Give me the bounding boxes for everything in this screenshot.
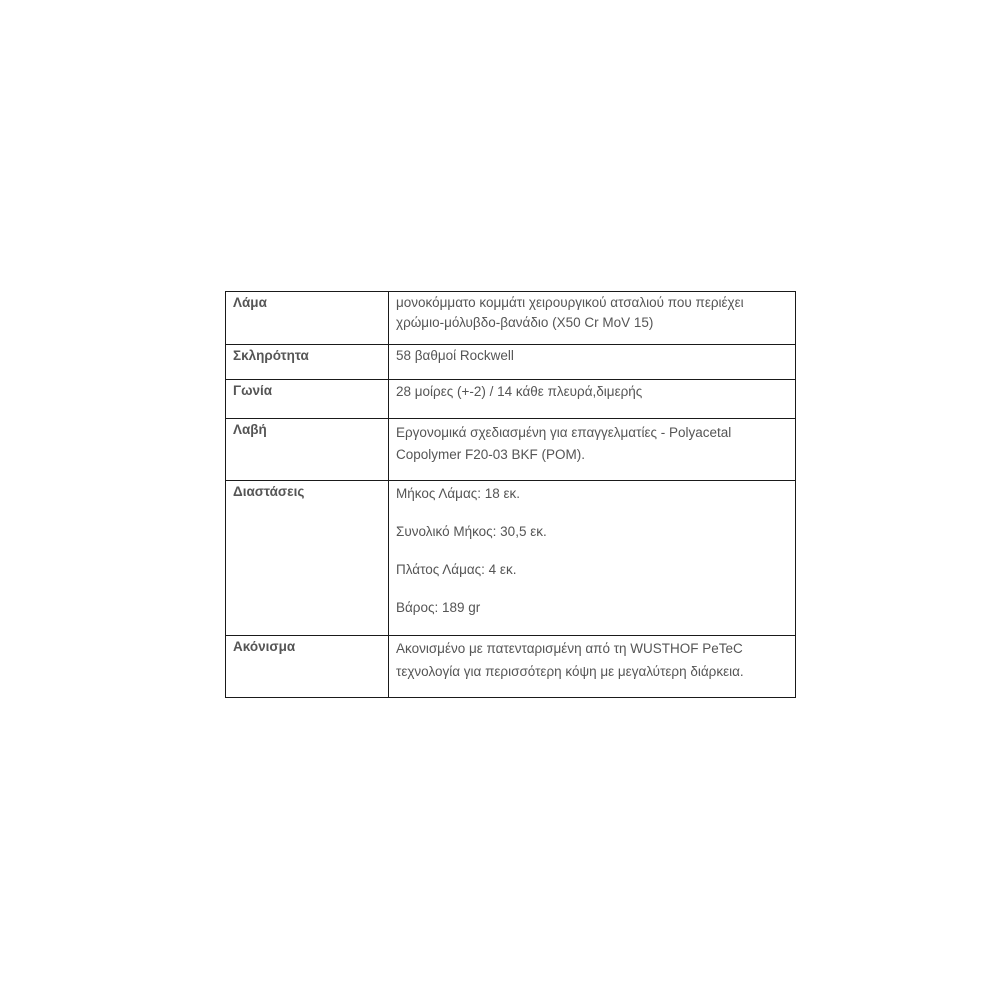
dimension-item: Πλάτος Λάμας: 4 εκ. [396, 562, 517, 577]
table-row-handle [226, 419, 796, 481]
table-row-hardness [226, 345, 796, 380]
spec-table [225, 291, 796, 698]
row-label-sharpening: Ακόνισμα [226, 636, 389, 698]
row-label-angle: Γωνία [226, 380, 389, 419]
value-line: Εργονομικά σχεδιασμένη για επαγγελματίες - Polyacetal [396, 425, 732, 440]
table-row-dimensions [226, 481, 796, 636]
value-line: Copolymer F20-03 BKF (POM). [396, 447, 586, 462]
row-value-hardness [389, 345, 796, 380]
table-row-blade [226, 292, 796, 345]
row-value-angle [389, 380, 796, 419]
dimension-item: Βάρος: 189 gr [396, 600, 481, 615]
dimension-item: Μήκος Λάμας: 18 εκ. [396, 486, 521, 501]
row-value-blade [389, 292, 796, 345]
dimension-item: Συνολικό Μήκος: 30,5 εκ. [396, 524, 547, 539]
row-value-handle [389, 419, 796, 481]
row-label-handle: Λαβή [226, 419, 389, 481]
row-label-blade: Λάμα [226, 292, 389, 345]
value-line: μονοκόμματο κομμάτι χειρουργικού ατσαλιού που περιέχει [396, 295, 744, 310]
value-line: χρώμιο-μόλυβδο-βανάδιο (X50 Cr MoV 15) [396, 315, 654, 330]
value-line: 28 μοίρες (+-2) / 14 κάθε πλευρά,διμερής [396, 384, 643, 399]
table-row-sharpening [226, 636, 796, 698]
row-label-hardness: Σκληρότητα [226, 345, 389, 380]
row-value-dimensions [389, 481, 796, 636]
value-line: 58 βαθμοί Rockwell [396, 348, 514, 363]
value-line: Ακονισμένο με πατενταρισμένη από τη WUSTHOF PeTeC [396, 641, 743, 656]
row-value-sharpening [389, 636, 796, 698]
row-label-dimensions: Διαστάσεις [226, 481, 389, 636]
table-row-angle [226, 380, 796, 419]
value-line: τεχνολογία για περισσότερη κόψη με μεγαλύτερη διάρκεια. [396, 664, 744, 679]
